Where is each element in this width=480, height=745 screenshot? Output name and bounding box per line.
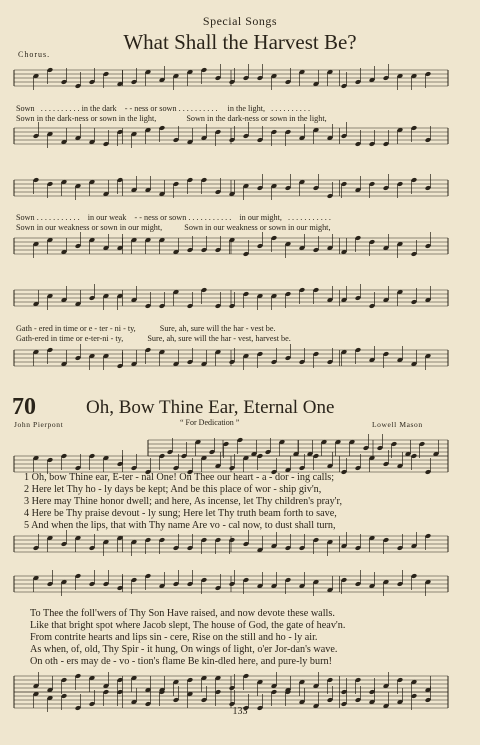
music-attribution: Lowell Mason (372, 420, 423, 429)
verse-line: 5 And when the lips, that with Thy name Are vo - cal now, to dust shall turn, (24, 520, 336, 531)
hymn-number: 70 (12, 394, 36, 420)
refrain-line: To Thee the foll'wers of Thy Son Have raised, and now devote these walls. (30, 608, 335, 619)
lyric-line: Gath-ered in time or e-ter-ni - ty, Sure, ah, sure will the har - vest, harvest be. (16, 334, 291, 343)
lyric-line: Sown in our weakness or sown in our might, Sown in our weakness or sown in our might, (16, 223, 331, 232)
verse-line: 3 Here may Thine honor dwell; and here, As incense, let Thy children's pray'r, (24, 496, 343, 507)
lyric-line: Sown in the dark-ness or sown in the light, Sown in the dark-ness or sown in the light, (16, 114, 327, 123)
verse-line: 4 Here be Thy praise devout - ly sung; Here let Thy truth beam forth to save, (24, 508, 337, 519)
words-attribution: John Pierpont (14, 420, 64, 429)
section-header: Special Songs (202, 14, 278, 28)
chorus-label: Chorus. (18, 50, 51, 59)
refrain-line: On oth - ers may de - vo - tion's flame Be kin-dled here, and pure-ly burn! (30, 656, 332, 667)
refrain-line: Like that bright spot where Jacob slept, The house of God, the gate of heav'n. (30, 620, 346, 631)
song-title: What Shall the Harvest Be? (123, 30, 357, 54)
lyric-line: Gath - ered in time or e - ter - ni - ty, Sure, ah, sure will the har - vest be. (16, 324, 276, 333)
verse-line: 2 Here let Thy ho - ly days be kept; And be this place of wor - ship giv'n, (24, 484, 322, 495)
hymn-title: Oh, Bow Thine Ear, Eternal One (86, 397, 335, 418)
lyric-line: Sown . . . . . . . . . . . in our weak - - ness or sown . . . . . . . . . . . in our might, . . . . . . . . . . . (16, 213, 331, 222)
refrain-line: From contrite hearts and lips sin - cere, Rise on the still and ho - ly air. (30, 632, 318, 643)
verse-line: 1 Oh, bow Thine ear, E-ter - nal One! On Thee our heart - a - dor - ing calls; (24, 472, 335, 483)
page-number: 133 (232, 706, 248, 717)
lyric-line: Sown . . . . . . . . . . in the dark - - ness or sown . . . . . . . . . . in the light, . . . . . . . . . . (16, 104, 311, 113)
refrain-line: As when, of, old, Thy Spir - it hung, On wings of light, o'er Jor-dan's wave. (30, 644, 338, 655)
dedication: “ For Dedication ” (180, 418, 240, 427)
